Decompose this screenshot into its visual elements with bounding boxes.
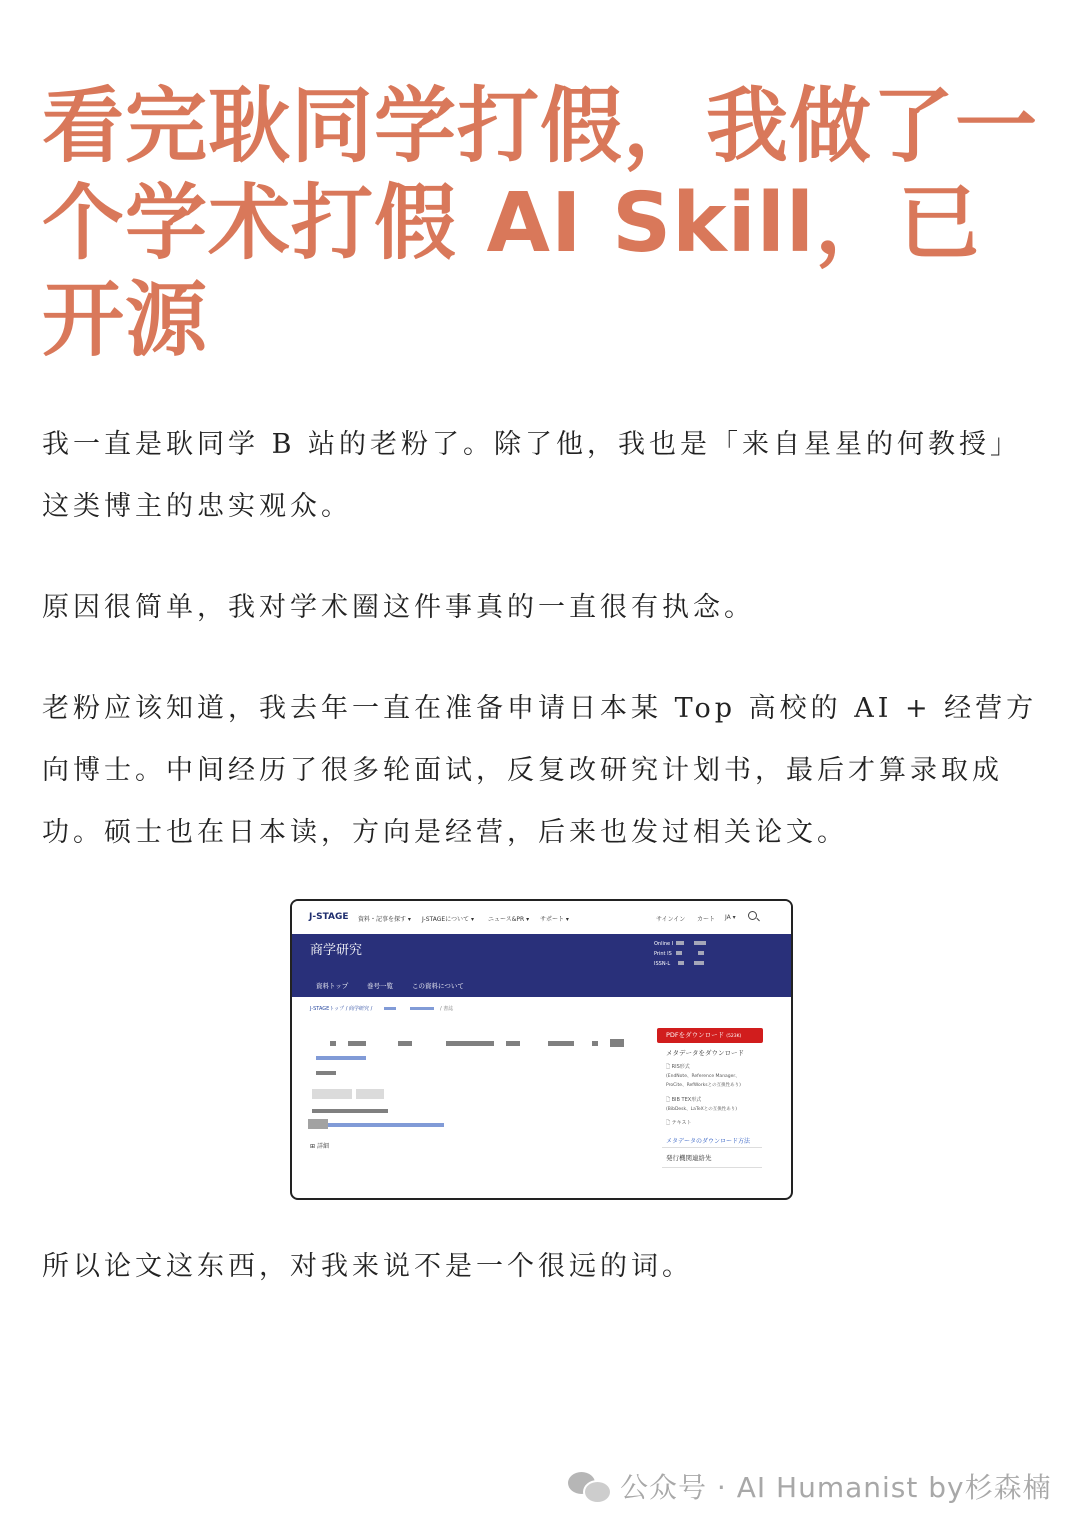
breadcrumb-path: J-STAGEトップ / 商学研究 / — [310, 1006, 373, 1012]
jstage-meta-issn: ISSN-L — [654, 961, 671, 967]
jstage-menu-news: ニュース&PR ▾ — [488, 916, 530, 923]
redacted-block — [676, 941, 684, 945]
bib-note: (BibDesk、LaTeXとの互換性あり) — [666, 1107, 737, 1112]
tab-journal-top: 資料トップ — [316, 982, 349, 990]
redacted-block — [356, 1089, 384, 1099]
redacted-block — [330, 1041, 336, 1046]
ris-label: RIS形式 — [671, 1064, 690, 1070]
redacted-block — [328, 1123, 444, 1127]
jstage-navbar — [292, 901, 791, 934]
detail-label: 詳細 — [316, 1143, 329, 1150]
redacted-block — [384, 1007, 396, 1010]
redacted-block — [694, 941, 706, 945]
wechat-icon — [568, 1468, 612, 1504]
redacted-block — [308, 1119, 328, 1129]
pdf-button-label: PDFをダウンロード — [666, 1031, 725, 1039]
article-title: 看完耿同学打假，我做了一个学术打假 AI Skill，已开源 — [42, 79, 1039, 368]
paragraph-2: 原因很简单，我对学术圈这件事真的一直很有执念。 — [42, 592, 755, 623]
redacted-block — [446, 1041, 494, 1046]
divider — [662, 1147, 762, 1148]
jstage-menu-search: 資料・記事を探す ▾ — [358, 916, 411, 923]
redacted-block — [410, 1007, 434, 1010]
divider — [662, 1167, 762, 1168]
bib-label: BIB TEX形式 — [671, 1097, 702, 1103]
jstage-menu-about: J-STAGEについて ▾ — [422, 916, 474, 923]
paragraph-1: 我一直是耿同学 B 站的老粉了。除了他，我也是「来自星星的何教授」这类博主的忠实观众。 — [42, 429, 1022, 522]
redacted-block — [676, 951, 682, 955]
redacted-block — [506, 1041, 520, 1046]
redacted-block — [398, 1041, 412, 1046]
redacted-block — [678, 961, 684, 965]
redacted-block — [592, 1041, 598, 1046]
jstage-meta-print: Print IS — [654, 951, 672, 957]
paragraph-3: 老粉应该知道，我去年一直在准备申请日本某 Top 高校的 AI + 经营方向博士。中间经历了很多轮面试，反复改研究计划书，最后才算录取成功。硕士也在日本读，方向是经营，后来也发过相关论文。 — [42, 693, 1038, 848]
watermark — [568, 1464, 1052, 1508]
bib-format: 🗋 BIB TEX形式 — [666, 1097, 702, 1103]
text-label: テキスト — [671, 1120, 692, 1126]
publisher-contact: 発行機関連絡先 — [666, 1154, 712, 1162]
jstage-signin: サインイン — [656, 916, 686, 923]
jstage-cart: カート — [697, 916, 716, 923]
jstage-detail-toggle: ⊞ 詳細 — [310, 1143, 329, 1150]
jstage-menu-support: サポート ▾ — [540, 916, 569, 923]
watermark-text: 公众号 · AI Humanist by杉森楠 — [620, 1471, 1052, 1504]
ris-format: 🗋 RIS形式 — [666, 1064, 690, 1070]
jstage-language: JA ▾ — [725, 914, 736, 921]
ris-note-2: ProCite、RefWorksとの互換性あり) — [666, 1083, 741, 1088]
jstage-journal-title: 商学研究 — [310, 943, 363, 958]
jstage-breadcrumb — [310, 1005, 372, 1012]
jstage-screenshot — [290, 899, 793, 1200]
tab-issue-list: 巻号一覧 — [367, 982, 393, 990]
redacted-block — [694, 961, 704, 965]
ris-note-1: (EndNote、Reference Manager、 — [666, 1074, 740, 1079]
jstage-meta-online: Online I — [654, 941, 674, 947]
redacted-block — [312, 1109, 388, 1113]
redacted-block — [698, 951, 704, 955]
pdf-size: (523K) — [726, 1034, 742, 1039]
pdf-download-button — [657, 1028, 763, 1043]
redacted-block — [316, 1056, 366, 1060]
breadcrumb-current: / 書誌 — [440, 1006, 454, 1012]
search-icon — [748, 911, 757, 920]
metadata-method-link: メタデータのダウンロード方法 — [666, 1138, 751, 1145]
redacted-block — [348, 1041, 366, 1046]
text-format: 🗋 テキスト — [666, 1120, 692, 1126]
paragraph-4: 所以论文这东西，对我来说不是一个很远的词。 — [42, 1251, 693, 1282]
jstage-logo: J-STAGE — [309, 912, 349, 922]
redacted-block — [316, 1071, 336, 1075]
metadata-download-label: メタデータをダウンロード — [666, 1049, 744, 1057]
redacted-block — [610, 1039, 624, 1047]
tab-about-journal: この資料について — [412, 982, 464, 990]
redacted-block — [548, 1041, 574, 1046]
redacted-block — [312, 1089, 352, 1099]
